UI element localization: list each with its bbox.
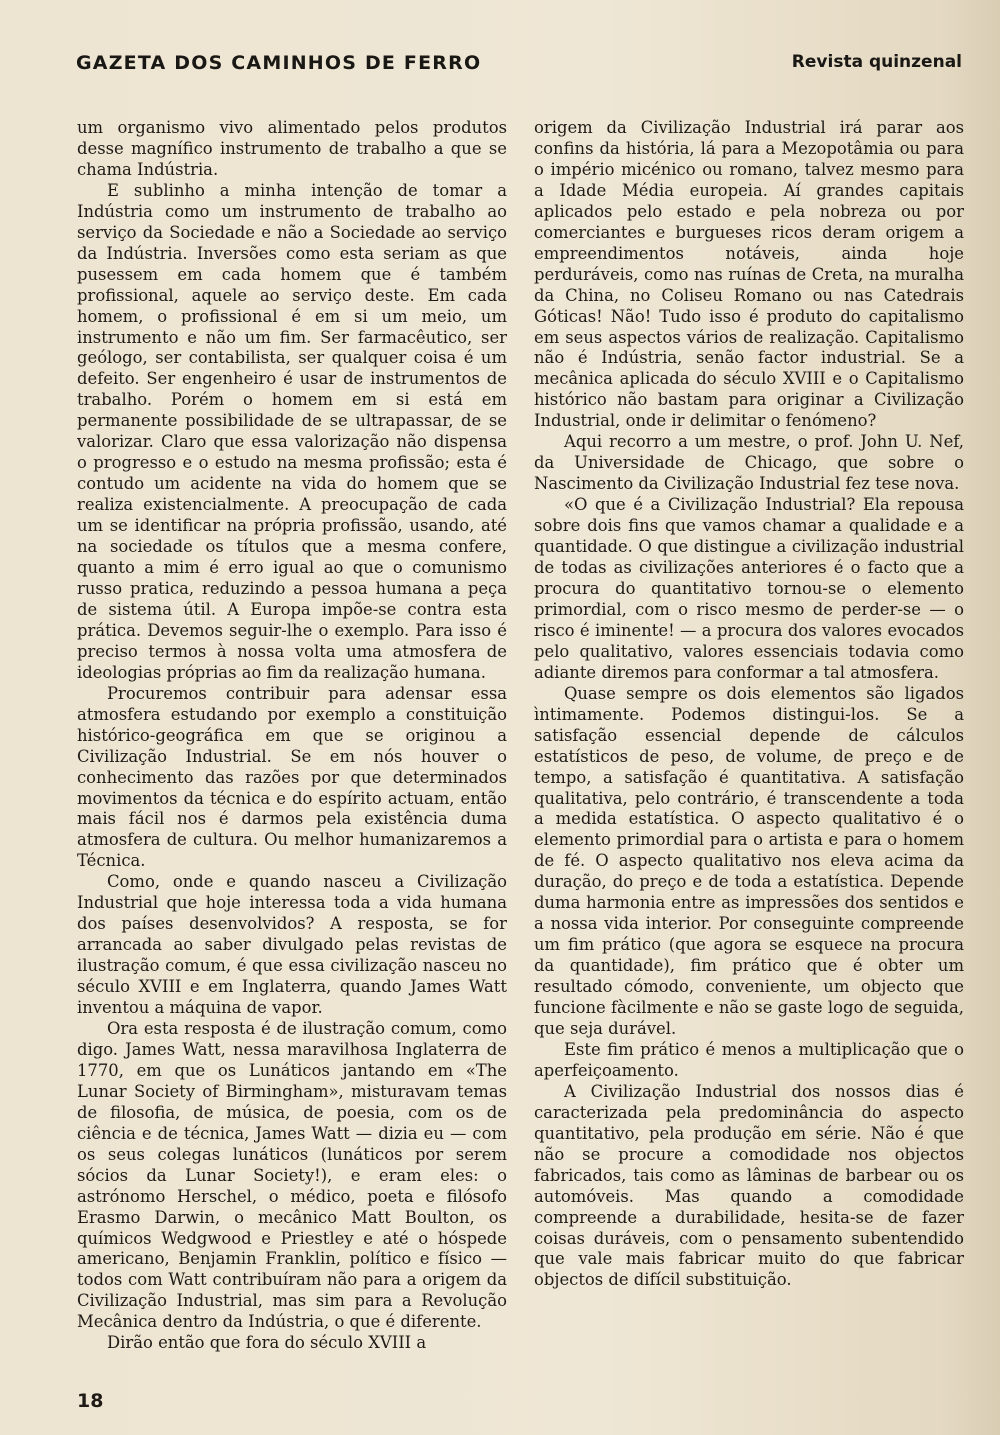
page-header (76, 52, 962, 82)
paragraph: «O que é a Civilização Industrial? Ela repousa sobre dois fins que vamos chamar a qualidade e a quantidade. O que distingue a civilização industrial de todas as civilizações anteriores é o facto que a procura do quantitativo tornou-se o elemento primordial, com o risco mesmo de perder-se — o risco é iminente! — a procura dos valores evocados pelo qualitativo, valores essenciais todavia como adiante diremos para conformar a tal atmosfera. (534, 495, 964, 682)
left-column (77, 118, 507, 1354)
paragraph: Aqui recorro a um mestre, o prof. John U. Nef, da Universidade de Chicago, que sobre o Nascimento da Civilização Industrial fez tese nova. (534, 432, 964, 494)
paragraph: um organismo vivo alimentado pelos produtos desse magnífico instrumento de trabalho a que se chama Indústria. (77, 118, 507, 179)
right-column (534, 118, 964, 1291)
paragraph: E sublinho a minha intenção de tomar a Indústria como um instrumento de trabalho ao serviço da Sociedade e não a Sociedade ao serviço da Indústria. Inversões como esta seriam as que pusessem em cada homem que é também profissional, aquele ao serviço deste. Em cada homem, o profissional é em si um meio, um instrumento e não um fim. Ser farmacêutico, ser geólogo, ser contabilista, ser qualquer coisa é um defeito. Ser engenheiro é usar de instrumentos de trabalho. Porém o homem em si está em permanente possibilidade de se ultrapassar, de se valorizar. Claro que essa valorização não dispensa o progresso e o estudo na mesma profissão; esta é contudo um acidente na vida do homem que se realiza existencialmente. A preocupação de cada um se identificar na própria profissão, usando, até na sociedade os títulos que a mesma confere, quanto a mim é erro igual ao que o comunismo russo pratica, reduzindo a pessoa humana a peça de sistema útil. A Europa impõe-se contra esta prática. Devemos seguir-lhe o exemplo. Para isso é preciso termos à nossa volta uma atmosfera de ideologias próprias ao fim da realização humana. (77, 180, 507, 682)
paragraph: Dirão então que fora do século XVIII a (107, 1333, 427, 1353)
paragraph: Este fim prático é menos a multiplicação que o aperfeiçoamento. (534, 1039, 964, 1080)
publication-subtitle: Revista quinzenal (791, 52, 962, 72)
publication-title: GAZETA DOS CAMINHOS DE FERRO (76, 52, 482, 74)
page-number: 18 (77, 1390, 104, 1412)
paragraph: Ora esta resposta é de ilustração comum, como digo. James Watt, nessa maravilhosa Inglaterra de 1770, em que os Lunáticos jantando em «The Lunar Society of Birmingham», misturavam temas de filosofia, de música, de poesia, com os de ciência e de técnica, James Watt — dizia eu — com os seus colegas lunáticos (lunáticos por serem sócios da Lunar Society!), e eram eles: o astrónomo Herschel, o médico, poeta e filósofo Erasmo Darwin, o mecânico Matt Boulton, os químicos Wedgwood e Priestley e até o hóspede americano, Benjamin Franklin, político e físico — todos com Watt contribuíram não para a origem da Civilização Industrial, mas sim para a Revolução Mecânica dentro da Indústria, o que é diferente. (77, 1018, 507, 1332)
paragraph: Como, onde e quando nasceu a Civilização Industrial que hoje interessa toda a vida humana dos países desenvolvidos? A resposta, se for arrancada ao saber divulgado pelas revistas de ilustração comum, é que essa civilização nasceu no século XVIII e em Inglaterra, quando James Watt inventou a máquina de vapor. (77, 872, 507, 1018)
paragraph: Quase sempre os dois elementos são ligados ìntimamente. Podemos distingui-los. Se a satisfação essencial depende de cálculos estatísticos de peso, de volume, de preço e de tempo, a satisfação é quantitativa. A satisfação qualitativa, pelo contrário, é transcendente a toda a medida estatística. O aspecto qualitativo é o elemento primordial para o artista e para o homem de fé. O aspecto qualitativo nos eleva acima da duração, do preço e de toda a estatística. Depende duma harmonia entre as impressões dos sentidos e a nossa vida interior. Por conseguinte compreende um fim prático (que agora se esquece na procura da quantidade), fim prático que é obter um resultado cómodo, conveniente, um objecto que funcione fàcilmente e não se gaste logo de seguida, que seja durável. (534, 683, 964, 1038)
paragraph: Procuremos contribuir para adensar essa atmosfera estudando por exemplo a constituição histórico-geográfica em que se originou a Civilização Industrial. Se em nós houver o conhecimento das razões por que determinados movimentos da técnica e do espírito actuam, então mais fácil nos é darmos pela existência duma atmosfera de cultura. Ou melhor humanizaremos a Técnica. (77, 683, 507, 871)
paragraph: origem da Civilização Industrial irá parar aos confins da história, lá para a Mezopotâmia ou para o império micénico ou romano, talvez mesmo para a Idade Média europeia. Aí grandes capitais aplicados pelo estado e pela nobreza ou por comerciantes e burgueses ricos deram origem a empreendimentos notáveis, ainda hoje perduráveis, como nas ruínas de Creta, na muralha da China, no Coliseu Romano ou nas Catedrais Góticas! Não! Tudo isso é produto do capitalismo em seus aspectos vários de realização. Capitalismo não é Indústria, senão factor industrial. Se a mecânica aplicada do século XVIII e o Capitalismo histórico não bastam para originar a Civilização Industrial, onde ir delimitar o fenómeno? (534, 118, 964, 431)
paragraph: A Civilização Industrial dos nossos dias é caracterizada pela predominância do aspecto quantitativo, pela produção em série. Não é que não se procure a comodidade nos objectos fabricados, tais como as lâminas de barbear ou os automóveis. Mas quando a comodidade compreende a durabilidade, hesita-se de fazer coisas duráveis, com o pensamento subentendido que vale mais fabricar muito do que fabricar objectos de difícil substituição. (534, 1081, 964, 1290)
